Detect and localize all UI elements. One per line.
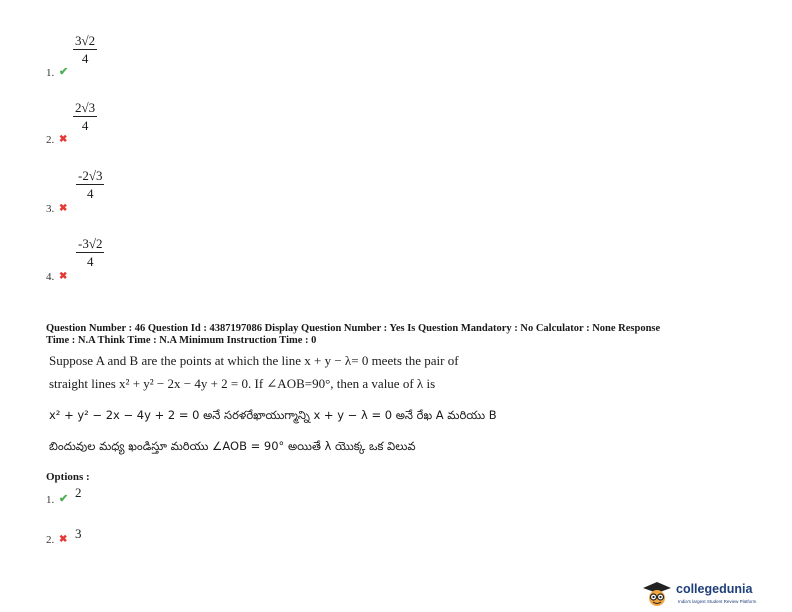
numerator: 3√2 — [75, 33, 96, 48]
option-number: 4. — [46, 271, 55, 283]
logo-text: collegedunia — [676, 582, 753, 596]
fraction — [76, 168, 104, 203]
options-label: Options : — [46, 471, 90, 483]
mascot-icon — [640, 580, 674, 608]
option-value: 2 — [75, 485, 82, 500]
fraction — [76, 236, 104, 271]
incorrect-cross-icon: ✖ — [59, 271, 68, 282]
numerator: -2√3 — [78, 168, 103, 183]
option-value: 3 — [75, 526, 82, 541]
question-text-english-line-1: Suppose A and B are the points at which the line x + y − λ= 0 meets the pair of — [49, 353, 459, 368]
fraction — [73, 100, 97, 135]
question-meta-line-2: Time : N.A Think Time : N.A Minimum Instruction Time : 0 — [46, 335, 317, 346]
numerator: 2√3 — [75, 100, 96, 115]
option-number: 2. — [46, 534, 55, 546]
logo-tagline: India's largest Student Review Platform — [678, 599, 757, 604]
incorrect-cross-icon: ✖ — [59, 134, 68, 145]
question-meta-line-1: Question Number : 46 Question Id : 4387197086 Display Question Number : Yes Is Question Mandatory : No Calculator : None Response — [46, 323, 661, 334]
option-number: 1. — [46, 494, 55, 506]
question-text-telugu-line-1: x² + y² − 2x − 4y + 2 = 0 అనే సరళరేఖాయుగ్మాన్ని x + y − λ = 0 అనే రేఖ A మరియు B — [49, 408, 497, 422]
option-number: 1. — [46, 67, 55, 79]
option-number: 2. — [46, 134, 55, 146]
correct-check-icon: ✔ — [59, 66, 69, 78]
denominator: 4 — [81, 51, 89, 66]
question-text-telugu-line-2: బిందువుల మధ్య ఖండిస్తూ మరియు ∠AOB = 90° అయితే λ యొక్క ఒక విలువ — [49, 439, 416, 453]
denominator: 4 — [86, 186, 94, 201]
denominator: 4 — [86, 254, 94, 269]
fraction — [73, 33, 97, 68]
incorrect-cross-icon: ✖ — [59, 203, 68, 214]
numerator: -3√2 — [78, 236, 103, 251]
question-text-english-line-2: straight lines x² + y² − 2x − 4y + 2 = 0. If ∠AOB=90°, then a value of λ is — [49, 376, 436, 391]
denominator: 4 — [81, 118, 89, 133]
option-number: 3. — [46, 203, 55, 215]
question-meta — [46, 323, 776, 347]
correct-check-icon: ✔ — [59, 493, 69, 505]
collegedunia-logo — [640, 580, 786, 608]
incorrect-cross-icon: ✖ — [59, 534, 68, 545]
